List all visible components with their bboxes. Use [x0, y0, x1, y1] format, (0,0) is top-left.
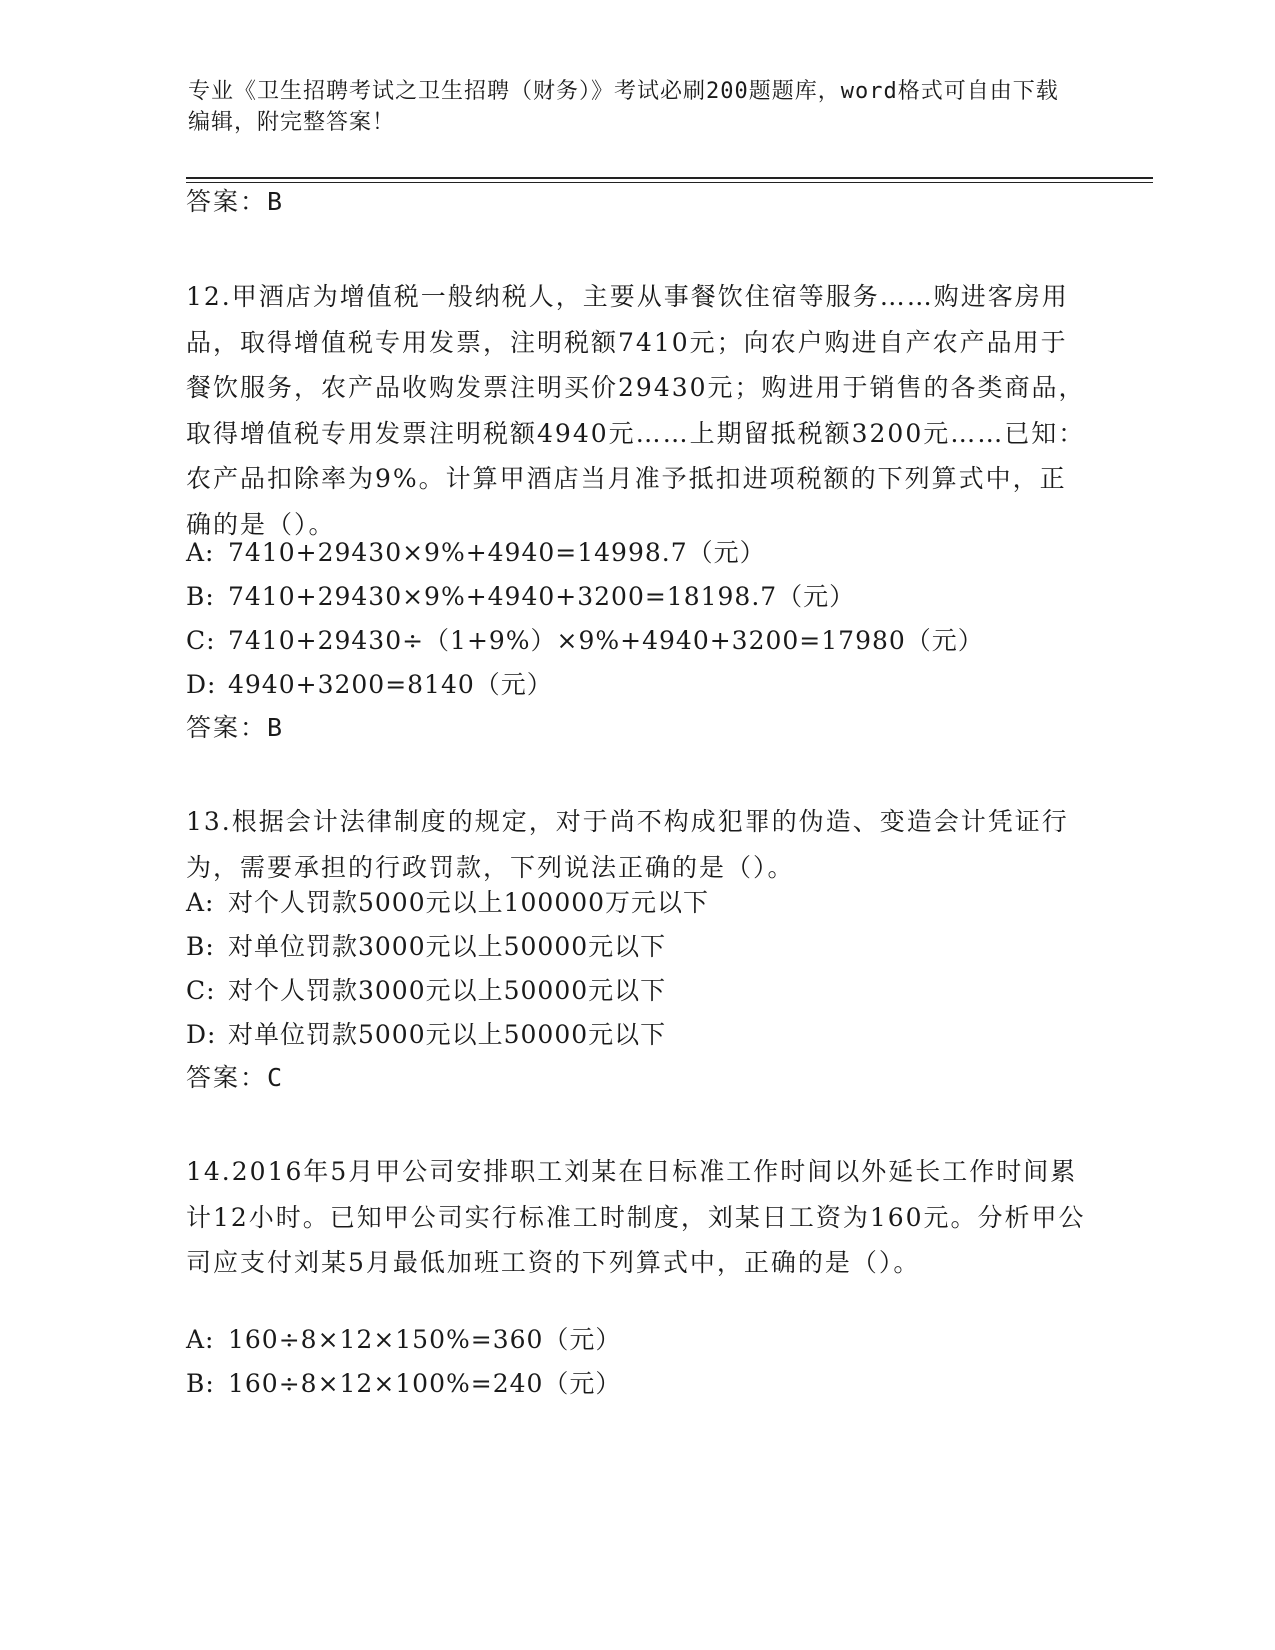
option-text: 对单位罚款5000元以上50000元以下	[228, 1020, 667, 1049]
question-13-option-d	[186, 1017, 666, 1053]
question-13-option-a	[186, 885, 709, 921]
question-12-option-a	[186, 535, 766, 571]
option-text: 160÷8×12×150%=360（元）	[228, 1325, 622, 1354]
option-text: 7410+29430×9%+4940=14998.7（元）	[228, 538, 766, 567]
answer-q12: 答案：B	[186, 713, 285, 742]
option-text: 对个人罚款3000元以上50000元以下	[228, 976, 667, 1005]
question-13-option-c	[186, 973, 666, 1009]
option-label: B:	[186, 932, 215, 961]
answer-q11: 答案：B	[186, 187, 285, 216]
option-label: A:	[186, 1325, 215, 1354]
question-14-option-a	[186, 1322, 621, 1358]
document-header: 专业《卫生招聘考试之卫生招聘（财务）》考试必刷200题题库，word格式可自由下载编辑，附完整答案！	[188, 79, 1059, 135]
question-12-text: 12.甲酒店为增值税一般纳税人，主要从事餐饮住宿等服务……购进客房用品，取得增值税专用发票，注明税额7410元；向农户购进自产农产品用于餐饮服务，农产品收购发票注明买价29430元；购进用于销售的各类商品，取得增值税专用发票注明税额4940元……上期留抵税额3200元……已知：农产品扣除率为9%。计算甲酒店当月准予抵扣进项税额的下列算式中，正确的是（）。	[186, 282, 1086, 539]
option-text: 对个人罚款5000元以上100000万元以下	[228, 888, 710, 917]
question-12-option-d	[186, 667, 553, 703]
option-text: 7410+29430×9%+4940+3200=18198.7（元）	[228, 582, 856, 611]
option-label: A:	[186, 538, 215, 567]
option-text: 7410+29430÷（1+9%）×9%+4940+3200=17980（元）	[228, 626, 984, 655]
option-text: 对单位罚款3000元以上50000元以下	[228, 932, 667, 961]
option-label: A:	[186, 888, 215, 917]
option-label: D:	[186, 1020, 217, 1049]
answer-q13: 答案：C	[186, 1063, 285, 1092]
option-label: D:	[186, 670, 217, 699]
question-14-option-b	[186, 1366, 621, 1402]
question-12-option-c	[186, 623, 984, 659]
header-divider-thin	[186, 182, 1153, 183]
header-divider	[186, 177, 1153, 179]
question-14-text: 14.2016年5月甲公司安排职工刘某在日标准工作时间以外延长工作时间累计12小时。已知甲公司实行标准工时制度，刘某日工资为160元。分析甲公司应支付刘某5月最低加班工资的下列算式中，正确的是（）。	[186, 1157, 1086, 1277]
option-text: 4940+3200=8140（元）	[228, 670, 553, 699]
question-13-option-b	[186, 929, 666, 965]
option-label: B:	[186, 582, 215, 611]
option-text: 160÷8×12×100%=240（元）	[228, 1369, 622, 1398]
question-12-option-b	[186, 579, 855, 615]
option-label: B:	[186, 1369, 215, 1398]
option-label: C:	[186, 626, 216, 655]
question-13-text: 13.根据会计法律制度的规定，对于尚不构成犯罪的伪造、变造会计凭证行为，需要承担的行政罚款，下列说法正确的是（）。	[186, 807, 1069, 882]
option-label: C:	[186, 976, 216, 1005]
